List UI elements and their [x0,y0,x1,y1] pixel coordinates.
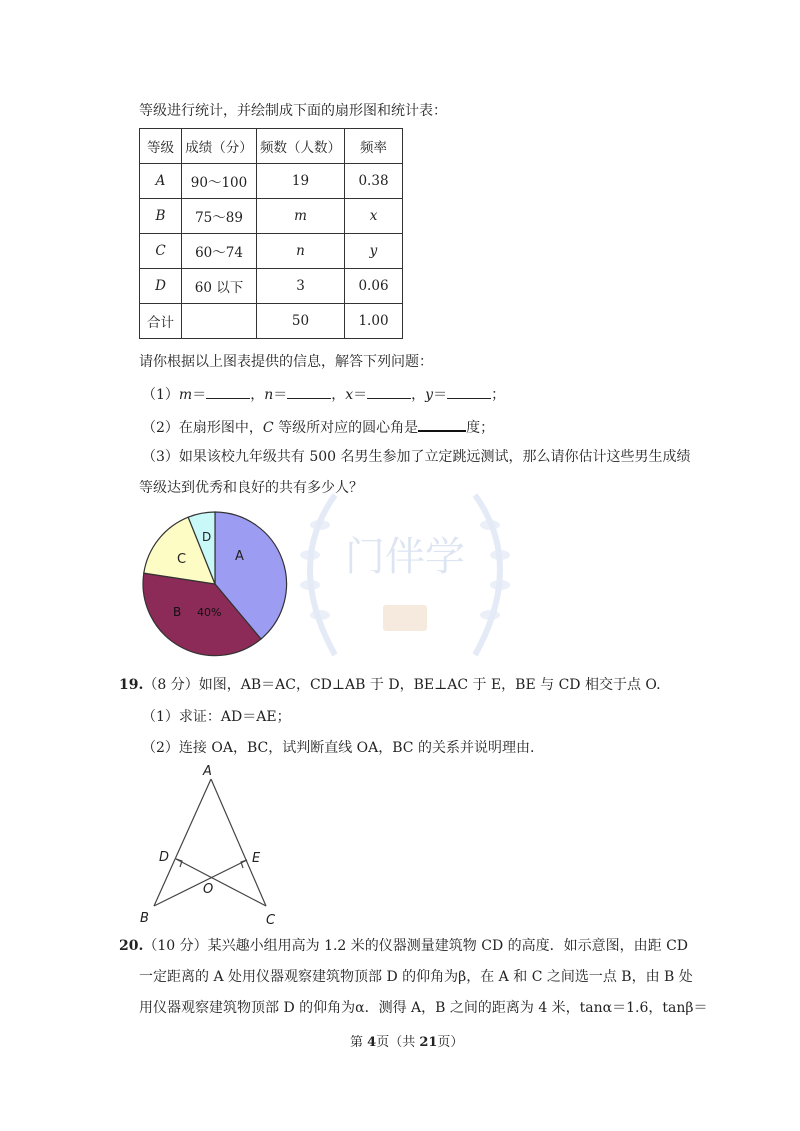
question-number: 19. [119,677,144,693]
table-cell: x [345,199,403,234]
page-total: 21 [419,1035,438,1050]
answer-blank [367,384,411,399]
q19-part1: （1）求证：AD＝AE； [142,709,291,725]
fig-label-o: O [203,882,214,897]
fig-label-a: A [203,764,212,779]
page-number: 4 [367,1035,377,1050]
answer-blank [287,384,331,399]
table-cell: B [140,199,182,234]
table-cell: 0.06 [345,269,403,304]
header-cell: 频数（人数） [257,129,345,164]
table-cell: 合计 [140,304,182,339]
pie-label-a: A [235,549,244,564]
q20-line1: 20.（10 分）某兴趣小组用高为 1.2 米的仪器测量建筑物 CD 的高度．如示意图，由距 CD [119,938,689,954]
q18-part3-line2: 等级达到优秀和良好的共有多少人？ [139,480,363,496]
table-cell: D [140,269,182,304]
table-header-row [140,129,403,164]
table-row [140,234,403,269]
table-cell: 90～100 [182,164,257,199]
table-cell: 75～89 [182,199,257,234]
table-cell [182,304,257,339]
table-row [140,164,403,199]
header-cell: 等级 [140,129,182,164]
q20-line3: 用仪器观察建筑物顶部 D 的仰角为α．测得 A，B 之间的距离为 4 米，tanα＝1.6，tanβ＝ [139,1000,708,1016]
pie-label-b-pct: 40% [197,606,222,619]
table-row [140,269,403,304]
table-cell: 3 [257,269,345,304]
fig-label-b: B [140,911,149,926]
q19-part2: （2）连接 OA，BC，试判断直线 OA，BC 的关系并说明理由. [142,740,535,756]
table-cell: 60～74 [182,234,257,269]
fig-label-e: E [252,851,261,866]
question-number: 20. [119,938,144,954]
watermark-text: 门伴学 [345,534,465,580]
pie-label-b: B [173,605,182,619]
header-cell: 频率 [345,129,403,164]
intro-text: 等级进行统计，并绘制成下面的扇形图和统计表： [139,103,447,119]
table-cell: C [140,234,182,269]
answer-blank [447,384,491,399]
table-cell: A [140,164,182,199]
pie-chart [139,508,294,662]
table-cell: 19 [257,164,345,199]
q20-line2: 一定距离的 A 处用仪器观察建筑物顶部 D 的仰角为β，在 A 和 C 之间选一点 B，由 B 处 [139,969,693,985]
statistics-table [139,128,403,339]
q19-stem: 19.（8 分）如图，AB＝AC，CD⊥AB 于 D，BE⊥AC 于 E，BE 与 CD 相交于点 O. [119,677,661,693]
table-cell: 60 以下 [182,269,257,304]
header-cell: 成绩（分） [182,129,257,164]
pie-label-d: D [202,530,212,544]
table-row [140,199,403,234]
table-row [140,304,403,339]
table-cell: m [257,199,345,234]
fig-label-c: C [266,913,276,928]
table-cell: n [257,234,345,269]
q18-part2: （2）在扇形图中，C 等级所对应的圆心角是 度； [142,416,494,438]
answer-blank [206,384,250,399]
table-cell: 0.38 [345,164,403,199]
q18-part3-line1: （3）如果该校九年级共有 500 名男生参加了立定跳远测试，那么请你估计这些男生成绩 [142,449,691,465]
q18-part1: （1）m＝ ，n＝ ，x＝ ，y＝ ； [142,384,505,405]
q18-prompt: 请你根据以上图表提供的信息，解答下列问题： [139,354,433,370]
page-footer: 第 4页（共 21页） [350,1035,464,1050]
table-cell: y [345,234,403,269]
triangle-figure [135,762,285,930]
table-cell: 1.00 [345,304,403,339]
fig-label-d: D [159,850,170,865]
table-cell: 50 [257,304,345,339]
answer-blank [418,416,466,432]
pie-label-c: C [177,552,187,567]
